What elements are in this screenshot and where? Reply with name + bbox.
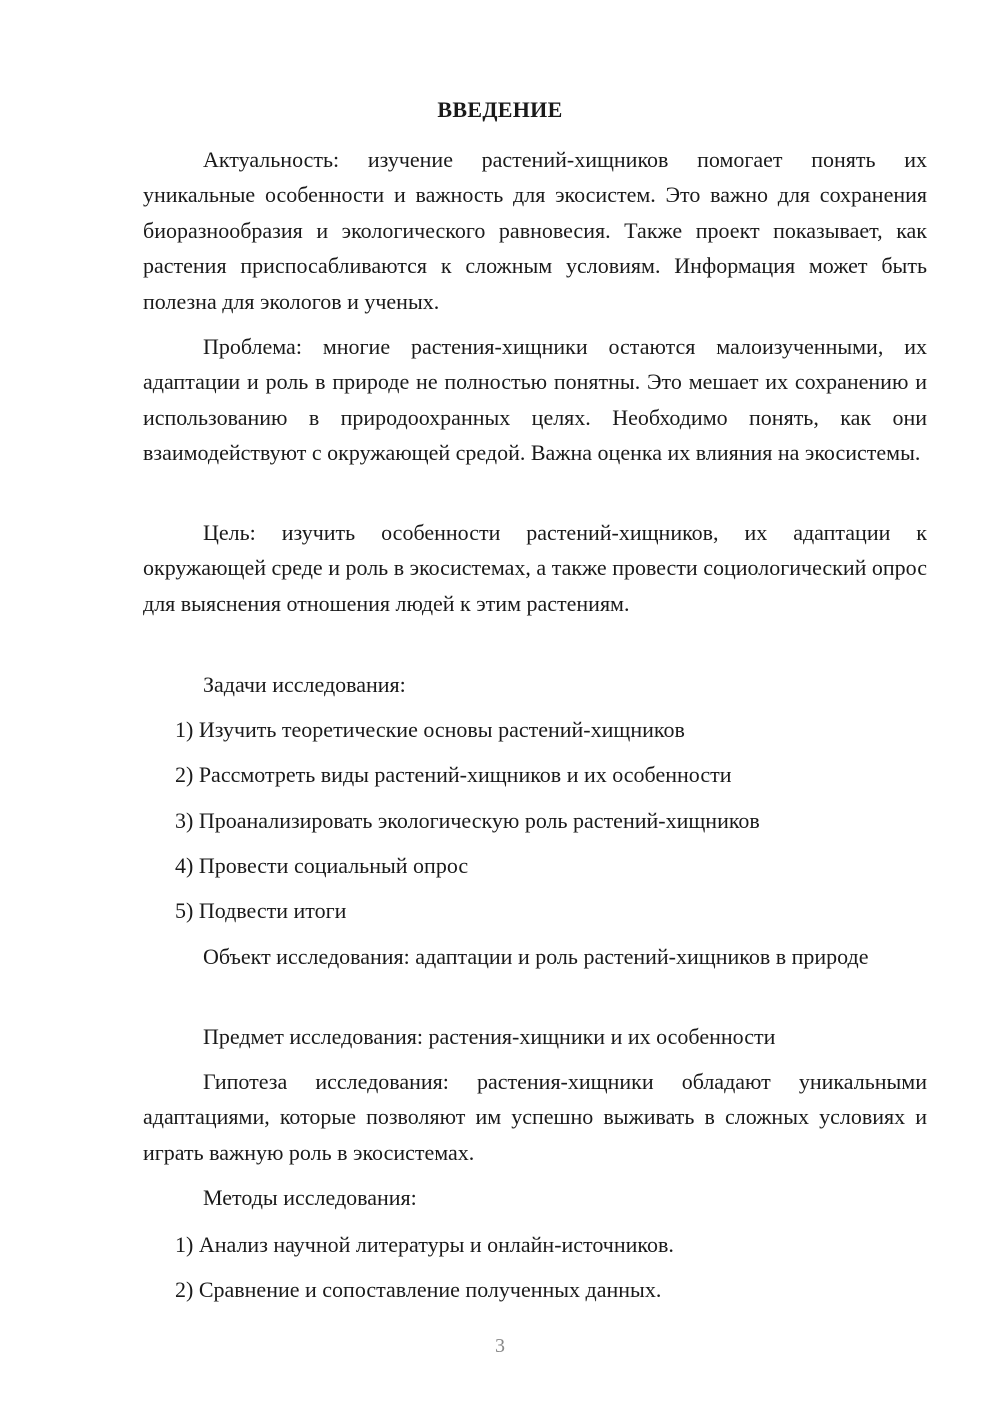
method-item: 2) Сравнение и сопоставление полученных данных. (175, 1277, 662, 1302)
goal-paragraph: Цель: изучить особенности растений-хищников, их адаптации к окружающей среде и роль в экосистемах, а также провести социологический опрос для выяснения отношения людей к этим растениям. (143, 520, 927, 616)
task-item: 2) Рассмотреть виды растений-хищников и их особенности (175, 762, 732, 787)
tasks-title: Задачи исследования: (203, 672, 406, 697)
task-item: 4) Провести социальный опрос (175, 853, 469, 878)
hypothesis-paragraph: Гипотеза исследования: растения-хищники обладают уникальными адаптациями, которые позволяют им успешно выживать в сложных условиях и играть важную роль в экосистемах. (143, 1069, 927, 1165)
section-heading: ВВЕДЕНИЕ (437, 97, 563, 122)
method-item: 1) Анализ научной литературы и онлайн-источников. (175, 1232, 674, 1257)
relevance-paragraph: Актуальность: изучение растений-хищников помогает понять их уникальные особенности и важность для экосистем. Это важно для сохранения биоразнообразия и экологического равновесия. Также проект показывает, как растения приспосабливаются к сложным условиям. Информация может быть полезна для экологов и ученых. (143, 147, 927, 314)
subject-paragraph: Предмет исследования: растения-хищники и их особенности (203, 1024, 776, 1049)
problem-paragraph: Проблема: многие растения-хищники остаются малоизученными, их адаптации и роль в природе не полностью понятны. Это мешает их сохранению и использованию в природоохранных целях. Необходимо понять, как они взаимодействуют с окружающей средой. Важна оценка их влияния на экосистемы. (143, 334, 927, 466)
task-item: 3) Проанализировать экологическую роль растений-хищников (175, 808, 760, 833)
page-number: 3 (495, 1335, 505, 1357)
task-item: 5) Подвести итоги (175, 898, 347, 923)
object-paragraph: Объект исследования: адаптации и роль растений-хищников в природе (203, 944, 869, 969)
methods-title: Методы исследования: (203, 1185, 417, 1210)
task-item: 1) Изучить теоретические основы растений-хищников (175, 717, 685, 742)
